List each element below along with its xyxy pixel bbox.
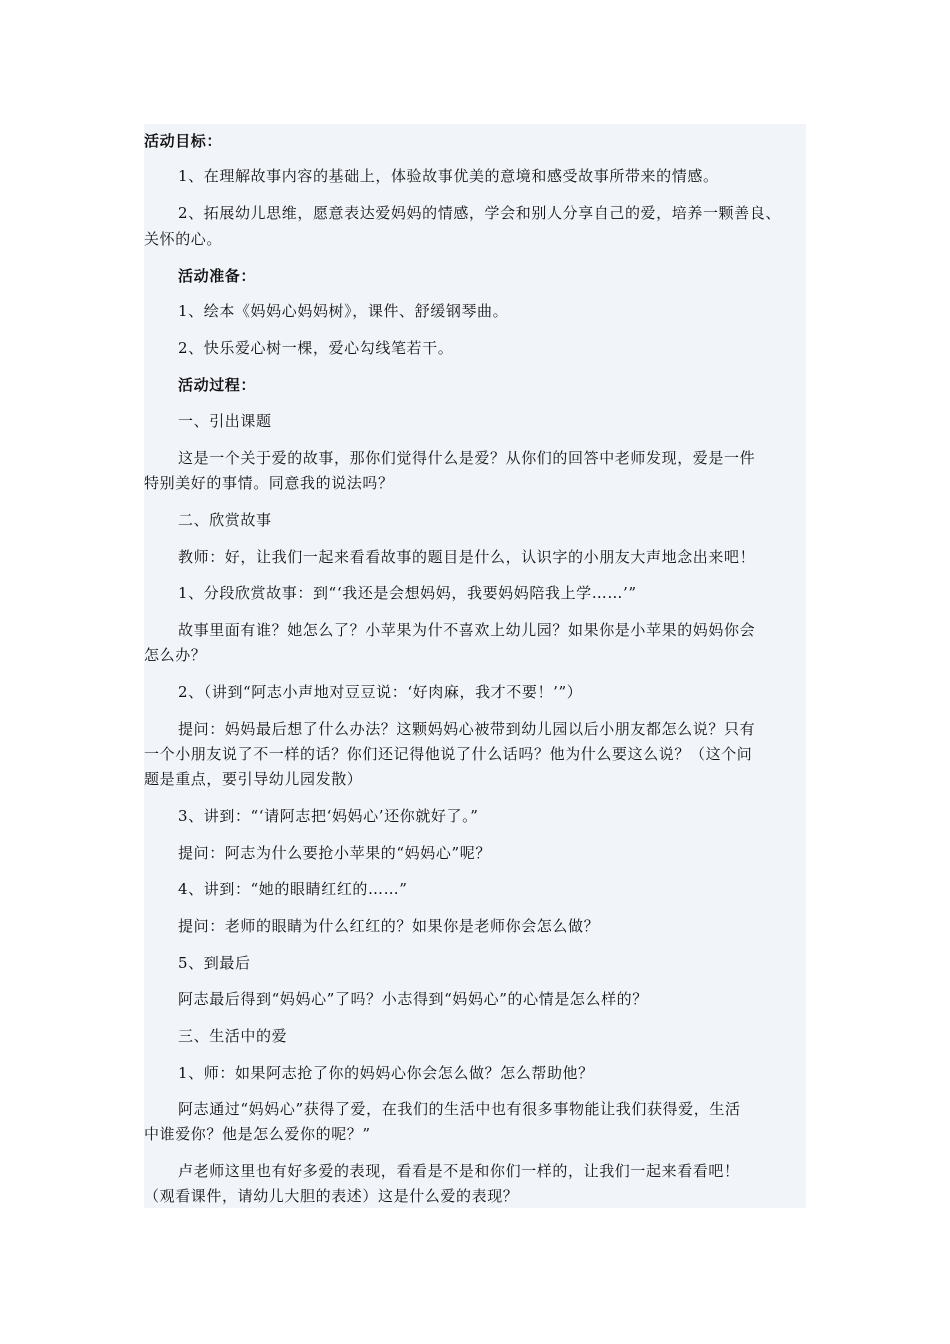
heading-text: 活动目标： <box>144 132 223 150</box>
paragraph-line: 2、快乐爱心树一棵，爱心勾线笔若干。 <box>178 339 454 357</box>
heading-text: 活动过程： <box>178 376 257 394</box>
paragraph-intro <box>144 445 806 471</box>
paragraph-line: 1、分段欣赏故事：到“‘我还是会想妈妈，我要妈妈陪我上学……’” <box>178 584 637 602</box>
paragraph-line: 题是重点，要引导幼儿园发散） <box>144 770 363 788</box>
section-life-love-title <box>144 1023 806 1049</box>
paragraph-question-2-cont <box>144 741 806 767</box>
paragraph-goal-1 <box>144 163 806 189</box>
heading-activity-goals <box>144 128 806 154</box>
paragraph-line: 2、（讲到“阿志小声地对豆豆说：‘好肉麻，我才不要！’”） <box>178 683 583 701</box>
paragraph-life-2 <box>144 1096 806 1122</box>
paragraph-question-1 <box>144 617 806 643</box>
paragraph-line: 阿志最后得到“妈妈心”了吗？小志得到“妈妈心”的心情是怎么样的？ <box>178 990 648 1008</box>
section-story-title <box>144 507 806 533</box>
paragraph-life-2-cont <box>144 1121 806 1147</box>
paragraph-line: 5、到最后 <box>178 954 251 972</box>
paragraph-prep-2 <box>144 335 806 361</box>
paragraph-step-3 <box>144 803 806 829</box>
paragraph-line: 教师：好，让我们一起来看看故事的题目是什么，认识字的小朋友大声地念出来吧！ <box>178 548 756 566</box>
paragraph-question-3 <box>144 840 806 866</box>
paragraph-line: 3、讲到：“‘请阿志把‘妈妈心’还你就好了。” <box>178 807 479 825</box>
document-body <box>144 124 806 1208</box>
paragraph-question-5 <box>144 986 806 1012</box>
paragraph-line: 1、在理解故事内容的基础上，体验故事优美的意境和感受故事所带来的情感。 <box>178 167 719 185</box>
paragraph-line: 三、生活中的爱 <box>178 1027 288 1045</box>
paragraph-step-4 <box>144 876 806 902</box>
paragraph-line: 提问：阿志为什么要抢小苹果的“妈妈心”呢？ <box>178 844 491 862</box>
paragraph-line: 1、绘本《妈妈心妈妈树》，课件、舒缓钢琴曲。 <box>178 302 509 320</box>
paragraph-life-3 <box>144 1158 806 1184</box>
paragraph-question-1-cont <box>144 642 806 668</box>
paragraph-line: 一个小朋友说了不一样的话？你们还记得他说了什么话吗？他为什么要这么说？（这个问 <box>144 745 753 763</box>
paragraph-line: 提问：妈妈最后想了什么办法？这颗妈妈心被带到幼儿园以后小朋友都怎么说？只有 <box>178 720 756 738</box>
paragraph-life-3-cont <box>144 1183 806 1209</box>
paragraph-teacher-prompt <box>144 544 806 570</box>
paragraph-prep-1 <box>144 298 806 324</box>
paragraph-step-2 <box>144 679 806 705</box>
paragraph-question-2-cont2 <box>144 766 806 792</box>
paragraph-line: 二、欣赏故事 <box>178 511 272 529</box>
paragraph-goal-2-cont <box>144 226 806 252</box>
paragraph-line: 卢老师这里也有好多爱的表现，看看是不是和你们一样的，让我们一起来看看吧！ <box>178 1162 740 1180</box>
paragraph-intro-cont <box>144 470 806 496</box>
section-intro-title <box>144 408 806 434</box>
paragraph-line: 关怀的心。 <box>144 230 223 248</box>
paragraph-line: 一、引出课题 <box>178 412 272 430</box>
paragraph-line: 这是一个关于爱的故事，那你们觉得什么是爱？从你们的回答中老师发现，爱是一件 <box>178 449 756 467</box>
paragraph-line: 2、拓展幼儿思维，愿意表达爱妈妈的情感，学会和别人分享自己的爱，培养一颗善良、 <box>178 204 781 222</box>
paragraph-question-2 <box>144 716 806 742</box>
paragraph-line: （观看课件，请幼儿大胆的表述）这是什么爱的表现？ <box>144 1187 519 1205</box>
paragraph-line: 特别美好的事情。同意我的说法吗？ <box>144 474 394 492</box>
paragraph-step-5 <box>144 950 806 976</box>
heading-activity-prep <box>144 263 806 289</box>
paragraph-goal-2 <box>144 200 824 226</box>
paragraph-line: 阿志通过“妈妈心”获得了爱，在我们的生活中也有很多事物能让我们获得爱，生活 <box>178 1100 741 1118</box>
paragraph-step-1 <box>144 580 806 606</box>
paragraph-life-1 <box>144 1060 806 1086</box>
paragraph-line: 1、师：如果阿志抢了你的妈妈心你会怎么做？怎么帮助他？ <box>178 1064 594 1082</box>
paragraph-question-4 <box>144 913 806 939</box>
paragraph-line: 怎么办？ <box>144 646 207 664</box>
paragraph-line: 中谁爱你？他是怎么爱你的呢？” <box>144 1125 371 1143</box>
paragraph-line: 提问：老师的眼睛为什么红红的？如果你是老师你会怎么做？ <box>178 917 600 935</box>
paragraph-line: 4、讲到：“她的眼睛红红的……” <box>178 880 408 898</box>
paragraph-line: 故事里面有谁？她怎么了？小苹果为什不喜欢上幼儿园？如果你是小苹果的妈妈你会 <box>178 621 756 639</box>
heading-text: 活动准备： <box>178 267 257 285</box>
heading-activity-process <box>144 372 806 398</box>
